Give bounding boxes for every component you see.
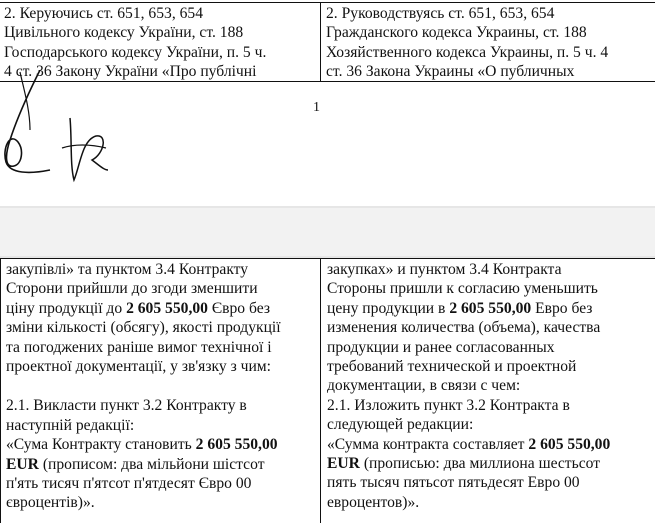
text-line: пять тысяч пятьсот пятьдесят Евро 00: [327, 474, 580, 492]
text-fragment: Евро без: [531, 299, 593, 317]
amount-bold: 2 605 550,00: [449, 299, 532, 317]
currency-bold: EUR: [327, 455, 360, 473]
text-line: 2. Руководствуясь ст. 651, 653, 654: [326, 5, 555, 22]
signature-image: [0, 70, 130, 190]
text-fragment: Євро без: [207, 299, 270, 317]
text-line: та погоджених раніше вимог технічної і: [6, 338, 272, 356]
text-line: изменения количества (объема), качества: [327, 319, 601, 337]
text-line: [6, 435, 314, 454]
text-line: наступній редакції:: [6, 416, 135, 434]
text-line: евроцентов)».: [327, 493, 420, 511]
table-top-border: [0, 2, 655, 3]
text-line: [327, 454, 651, 473]
text-line: закупках» и пунктом 3.4 Контракта: [327, 261, 562, 278]
text-line: [327, 299, 651, 318]
text-line: ст. 36 Закона Украины «О публичных: [326, 63, 575, 81]
document-page-top: [0, 0, 655, 206]
document-page-bottom: [0, 258, 655, 523]
text-line: Гражданского кодекса Украины, ст. 188: [326, 24, 587, 42]
text-line: Цивільного кодексу України, ст. 188: [4, 24, 244, 42]
amount-bold: 2 605 550,00: [126, 299, 208, 317]
text-fragment: (прописом: два мільйони шістсот: [38, 455, 265, 473]
text-line: [327, 435, 651, 454]
amount-bold: 2 605 550,00: [195, 436, 278, 454]
table-divider-bottom: [320, 258, 321, 523]
page-number: 1: [313, 100, 320, 115]
text-line: Господарського кодексу України, п. 5 ч.: [4, 43, 267, 61]
text-line: 2.1. Викласти пункт 3.2 Контракту в: [6, 397, 247, 415]
page-edge: [0, 206, 655, 208]
currency-bold: EUR: [6, 455, 39, 473]
text-line: євроцентів)».: [6, 494, 95, 512]
amount-bold: 2 605 550,00: [528, 435, 611, 453]
text-line: продукции и ранее согласованных: [327, 338, 555, 356]
text-line: п'ять тисяч п'ятсот п'ятдесят Євро 00: [6, 475, 252, 493]
text-line: 2.1. Изложить пункт 3.2 Контракта в: [327, 396, 570, 414]
text-line: документации, в связи с чем:: [327, 377, 521, 395]
text-fragment: (прописью: два миллиона шестьсот: [359, 455, 601, 473]
page-gap: [0, 206, 655, 258]
right-cell-top: [326, 4, 651, 82]
text-line: требований технической и проектной: [327, 358, 577, 376]
right-cell-bottom: [327, 260, 651, 512]
text-line: [6, 455, 314, 474]
text-fragment: «Сума Контракту становить: [6, 436, 196, 454]
text-fragment: ціну продукції до: [6, 299, 127, 317]
text-line: Стороны пришли к согласию уменьшить: [327, 280, 598, 298]
text-line: 4 ст. 36 Закону України «Про публічні: [4, 63, 257, 81]
text-line: Хозяйственного кодекса Украины, п. 5 ч. 4: [326, 43, 609, 61]
text-fragment: цену продукции в: [327, 299, 450, 317]
table-top-border: [0, 258, 655, 259]
text-line: следующей редакции:: [327, 416, 474, 434]
text-fragment: «Сумма контракта составляет: [327, 435, 529, 453]
text-line: Сторони прийшли до згоди зменшити: [6, 280, 258, 298]
table-divider-top: [320, 2, 321, 82]
table-left-border: [0, 258, 1, 523]
text-line: 2. Керуючись ст. 651, 653, 654: [4, 5, 204, 22]
left-cell-bottom: [6, 260, 314, 513]
text-line: проектної документації, у зв'язку з чим:: [6, 358, 272, 376]
text-line: [6, 299, 314, 318]
text-line: зміни кількості (обсягу), якості продукції: [6, 319, 281, 337]
text-line: закупівлі» та пунктом 3.4 Контракту: [6, 261, 249, 278]
